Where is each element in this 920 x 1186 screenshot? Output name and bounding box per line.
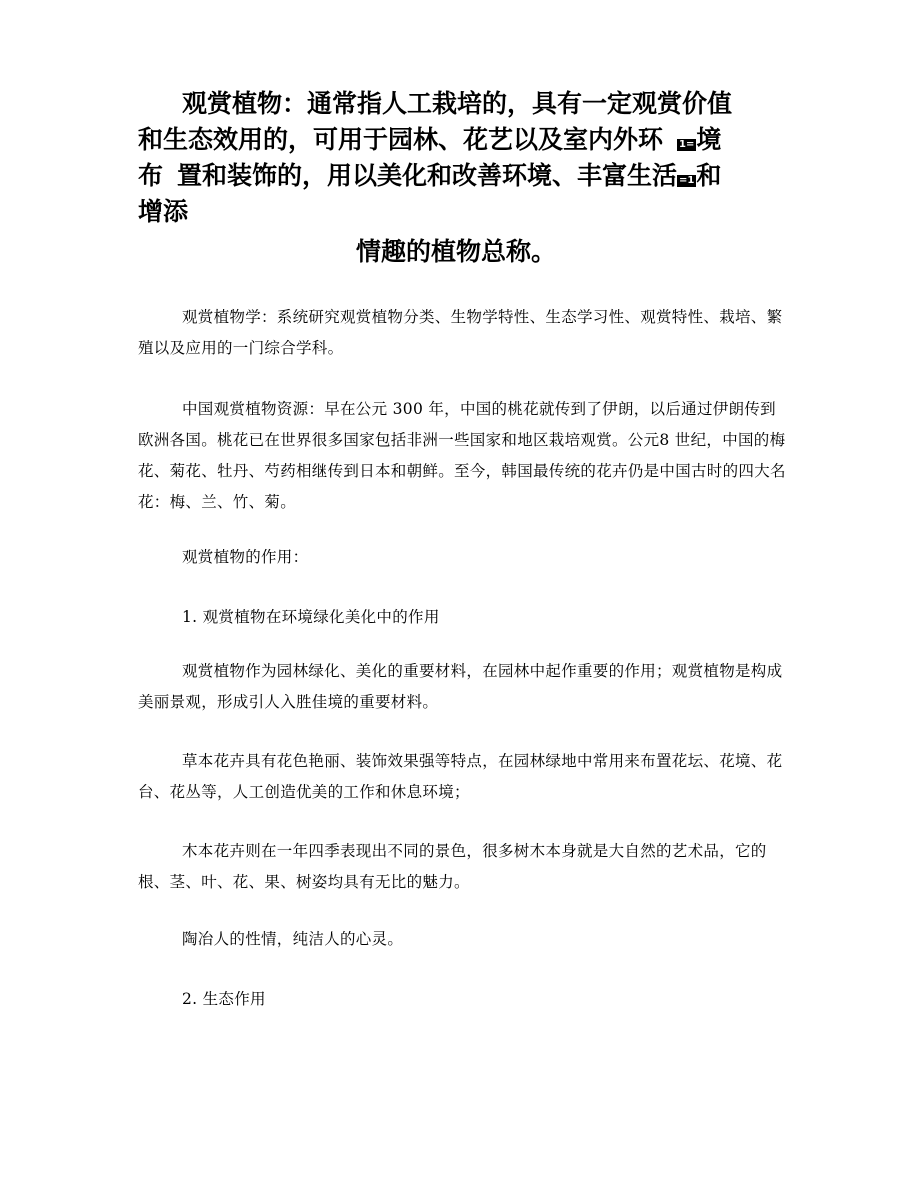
paragraph-herbaceous: [138, 746, 788, 808]
paragraph-text: 观赏植物学：系统研究观赏植物分类、生物学特性、生态学习性、观赏特性、栽培、繁殖以及应用的一门综合学科。: [138, 308, 783, 357]
section-heading-2: [138, 984, 788, 1015]
heading-line-4: 增添: [138, 197, 189, 226]
paragraph-text: 观赏植物作为园林绿化、美化的重要材料，在园林中起作重要的作用；观赏植物是构成美丽景观，形成引人入胜佳境的重要材料。: [138, 662, 783, 711]
paragraph-temperament: [138, 924, 788, 955]
heading-line-3-end: 和: [696, 161, 722, 190]
paragraph-roles-heading: [138, 542, 788, 573]
artifact-box-2: =1: [679, 175, 695, 186]
artifact-box-1: 1=: [679, 139, 695, 150]
paragraph-text: 草本花卉具有花色艳丽、装饰效果强等特点，在园林绿地中常用来布置花坛、花境、花台、花丛等，人工创造优美的工作和休息环境；: [138, 752, 783, 801]
definition-heading: [138, 86, 778, 270]
section-heading-1: [138, 602, 788, 633]
heading-line-2: [138, 122, 778, 158]
paragraph-text: 木本花卉则在一年四季表现出不同的景色，很多树木本身就是大自然的艺术品，它的根、茎、叶、花、果、树姿均具有无比的魅力。: [138, 842, 767, 891]
paragraph-woody: [138, 836, 788, 898]
paragraph-text: 1. 观赏植物在环境绿化美化中的作用: [182, 608, 440, 626]
heading-line-3: [138, 158, 778, 194]
heading-line-5: 情趣的植物总称。: [356, 237, 557, 266]
heading-line-3-text: 置和装饰的，用以美化和改善环境、丰富生活: [177, 161, 678, 190]
paragraph-text: 观赏植物的作用：: [182, 548, 309, 566]
paragraph-resources: [138, 394, 788, 518]
paragraph-definition: [138, 302, 788, 364]
heading-line-2-text: 和生态效用的，可用于园林、花艺以及室内外环: [138, 125, 664, 154]
paragraph-text: 中国观赏植物资源：早在公元 300 年，中国的桃花就传到了伊朗，以后通过伊朗传到欧洲各国。桃花已在世界很多国家包括非洲一些国家和地区栽培观赏。公元8 世纪，中国的梅花、菊花、牡丹、芍药相继传到日本和朝鲜。至今，韩国最传统的花卉仍是中国古时的四大名花：梅、兰、竹、菊。: [138, 400, 786, 511]
paragraph-text: 陶冶人的性情，纯洁人的心灵。: [182, 930, 404, 948]
heading-line-3-start: 布: [138, 161, 164, 190]
heading-line-2-end: 境: [696, 125, 722, 154]
paragraph-text: 2. 生态作用: [182, 990, 266, 1008]
heading-line-1: 观赏植物：通常指人工栽培的，具有一定观赏价值: [182, 89, 733, 118]
paragraph-landscaping: [138, 656, 788, 718]
